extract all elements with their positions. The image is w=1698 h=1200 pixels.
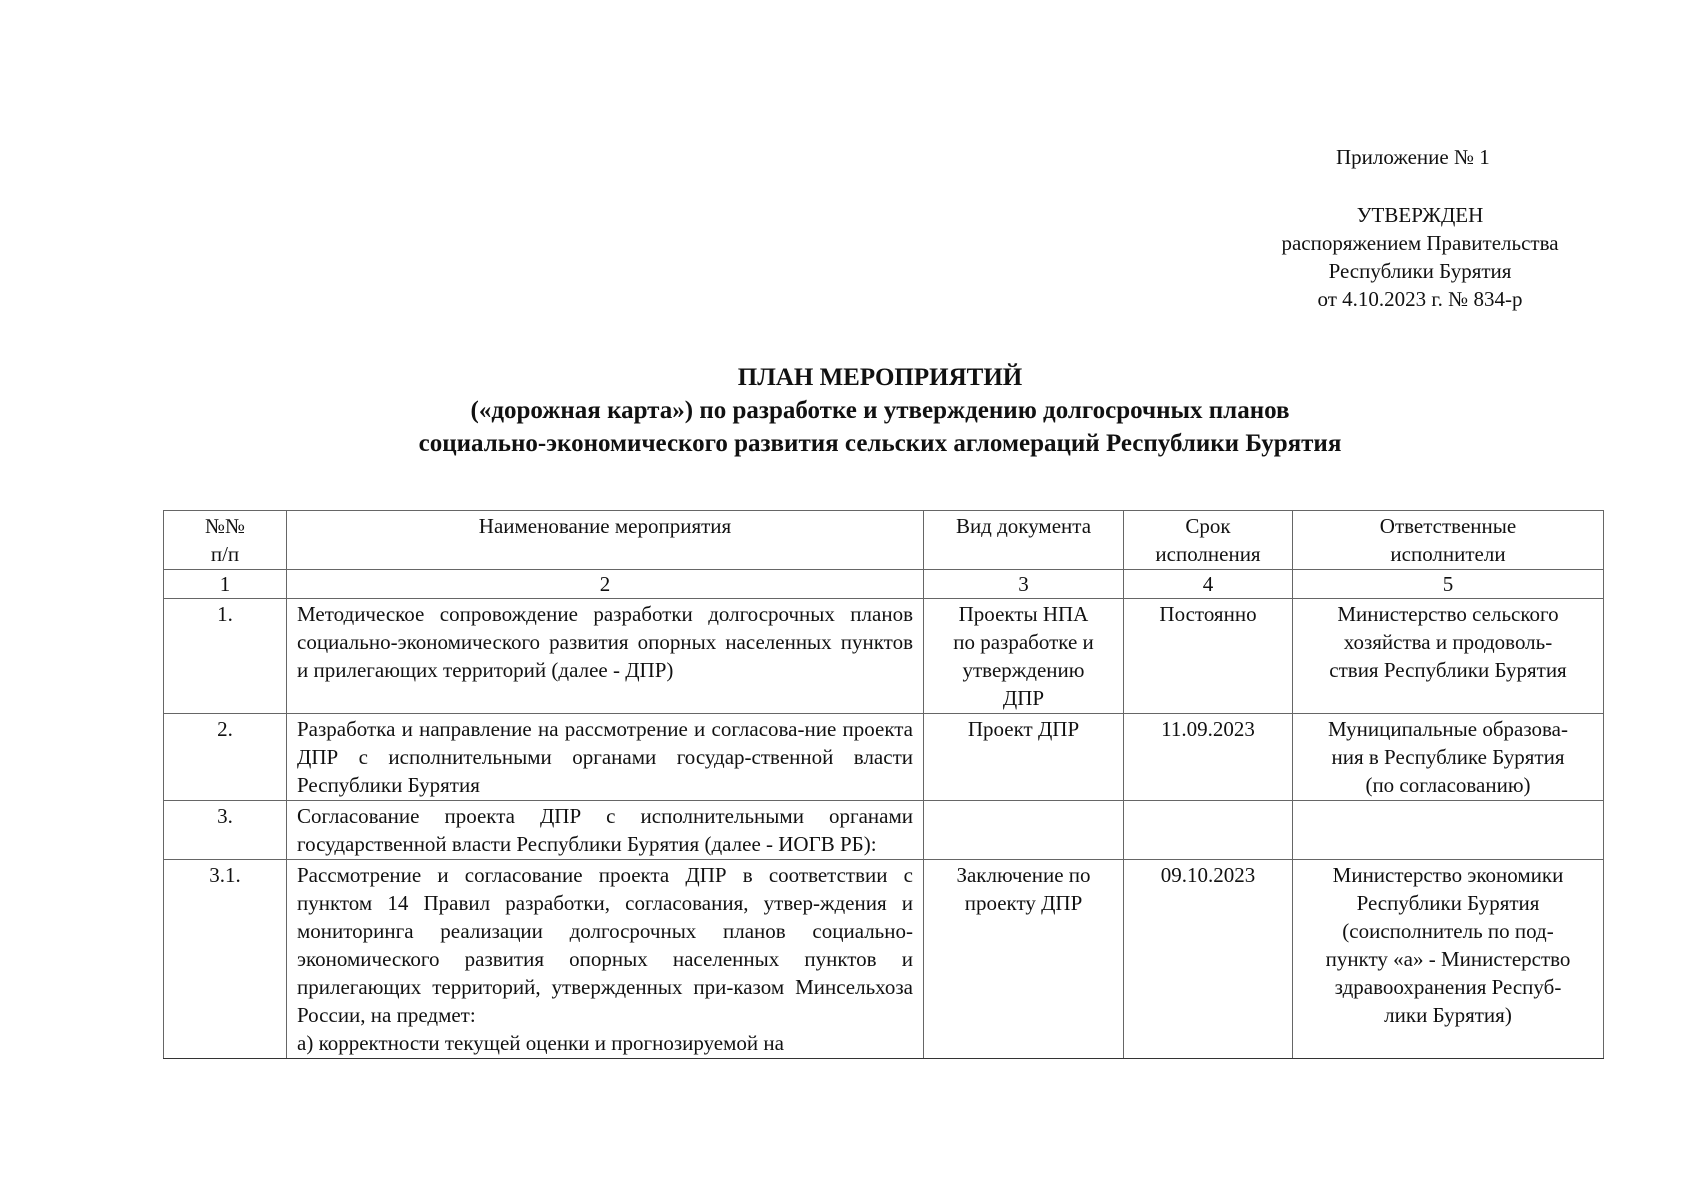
title-line: («дорожная карта») по разработке и утверждению долгосрочных планов: [470, 397, 1290, 424]
row-term: Постоянно: [1124, 599, 1293, 714]
approval-line: от 4.10.2023 г. № 834-р: [1317, 287, 1523, 311]
title-line: ПЛАН МЕРОПРИЯТИЙ: [737, 364, 1023, 391]
row-number: 3.: [164, 801, 287, 860]
row-number: 2.: [164, 714, 287, 801]
table-row: [164, 599, 1604, 714]
row-responsible: Министерство сельского хозяйства и продоволь- ствия Республики Бурятия: [1293, 599, 1604, 714]
row-responsible: Министерство экономики Республики Бурятия (соисполнитель по под- пункту «а» - Министерство здравоохранения Респуб- лики Бурятия): [1293, 860, 1604, 1059]
row-doc: Заключение по проекту ДПР: [924, 860, 1124, 1059]
row-number: 1.: [164, 599, 287, 714]
document-title: [160, 361, 1600, 460]
table-row: [164, 860, 1604, 1059]
row-term: 09.10.2023: [1124, 860, 1293, 1059]
approval-line: распоряжением Правительства: [1281, 231, 1559, 255]
row-name: Разработка и направление на рассмотрение и согласова-ние проекта ДПР с исполнительными органами государ-ственной власти Республики Бурятия: [287, 714, 924, 801]
row-responsible: [1293, 801, 1604, 860]
header-responsible: Ответственные исполнители: [1293, 511, 1604, 570]
column-number: 5: [1293, 570, 1604, 599]
approval-line: Республики Бурятия: [1328, 259, 1512, 283]
approval-line: УТВЕРЖДЕН: [1356, 203, 1484, 227]
row-responsible: Муниципальные образова- ния в Республике Бурятия (по согласованию): [1293, 714, 1604, 801]
row-doc: [924, 801, 1124, 860]
table-header-row: [164, 511, 1604, 570]
approval-stamp: [1240, 201, 1600, 313]
table-row: [164, 801, 1604, 860]
row-term: [1124, 801, 1293, 860]
column-number: 3: [924, 570, 1124, 599]
row-doc: Проект ДПР: [924, 714, 1124, 801]
column-number: 2: [287, 570, 924, 599]
annex-label: Приложение № 1: [1336, 145, 1490, 169]
column-number: 1: [164, 570, 287, 599]
header-name: Наименование мероприятия: [287, 511, 924, 570]
plan-table: [163, 510, 1604, 1059]
row-name: Рассмотрение и согласование проекта ДПР в соответствии с пунктом 14 Правил разработки, согласования, утвер-ждения и мониторинга реализации долгосрочных планов социально-экономического развития опорных населенных пунктов и прилегающих территорий, утвержденных при-казом Минсельхоза России, на предмет: а) корректности текущей оценки и прогнозируемой на: [287, 860, 924, 1059]
table-row: [164, 714, 1604, 801]
row-term: 11.09.2023: [1124, 714, 1293, 801]
row-name: Согласование проекта ДПР с исполнительными органами государственной власти Республики Бурятия (далее - ИОГВ РБ):: [287, 801, 924, 860]
column-number: 4: [1124, 570, 1293, 599]
title-line: социально-экономического развития сельских агломераций Республики Бурятия: [418, 430, 1342, 457]
row-doc: Проекты НПА по разработке и утверждению ДПР: [924, 599, 1124, 714]
header-term: Срок исполнения: [1124, 511, 1293, 570]
row-number: 3.1.: [164, 860, 287, 1059]
row-name: Методическое сопровождение разработки долгосрочных планов социально-экономического развития опорных населенных пунктов и прилегающих территорий (далее - ДПР): [287, 599, 924, 714]
header-doc: Вид документа: [924, 511, 1124, 570]
header-number: №№ п/п: [164, 511, 287, 570]
column-number-row: [164, 570, 1604, 599]
